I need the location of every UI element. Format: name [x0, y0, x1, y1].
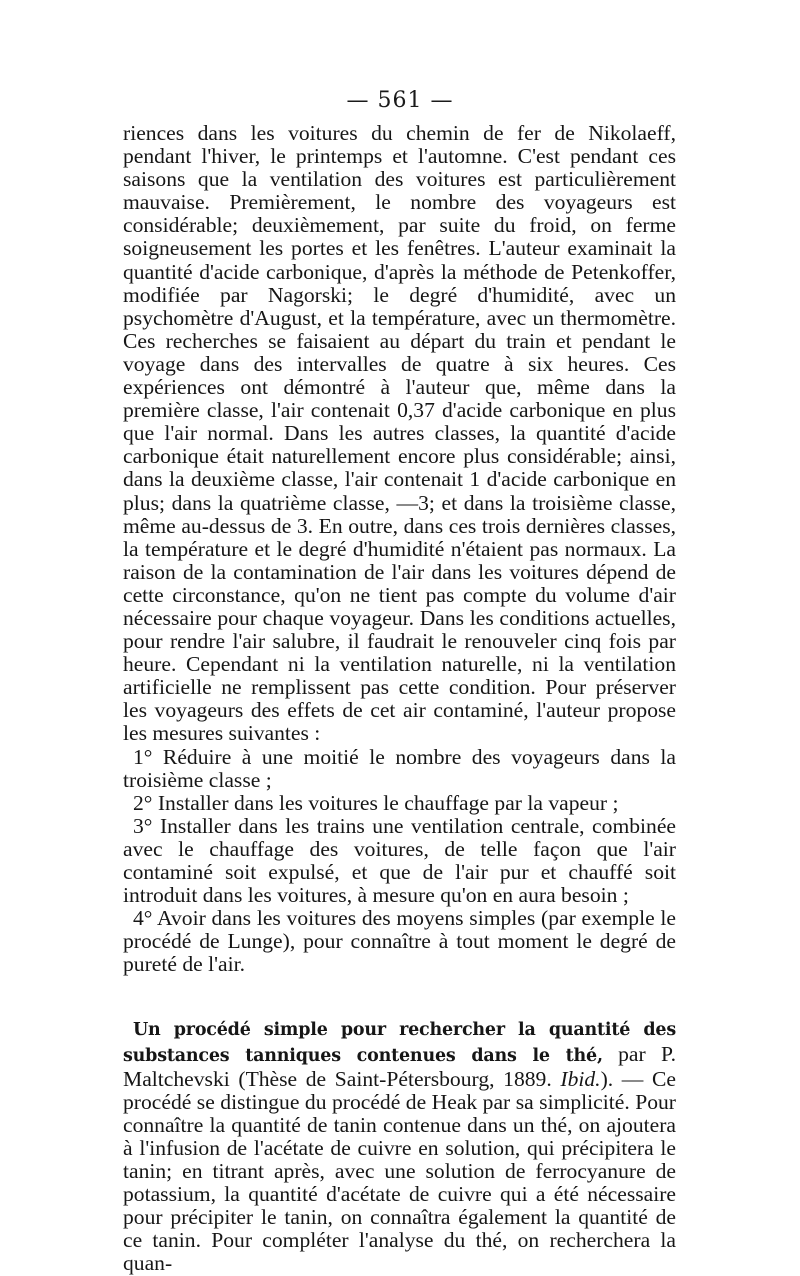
page-number: — 561 — — [346, 88, 454, 113]
note-title: Un procédé simple pour rechercher la quantité des substances tanniques contenues dans le thé, — [123, 1020, 676, 1066]
list-item-4: 4° Avoir dans les voitures des moyens simples (par exemple le procédé de Lunge), pour connaître à tout moment le degré de pureté de l'air. — [123, 906, 676, 977]
note-author-source: par P. Maltchevski (Thèse de Saint-Pétersbourg, 1889. — [123, 1041, 677, 1091]
note-text: ). — Ce procédé se distingue du procédé de Heak par sa simplicité. Pour connaître la quantité de tanin contenue dans un thé, on ajoutera à l'infusion de l'acétate de cuivre en solution, qui précipitera le tanin; en titrant après, avec une solution de ferrocyanure de potassium, la quantité d'acétate de cuivre qui a été nécessaire pour précipiter le tanin, on connaîtra également la quantité de ce tanin. Pour compléter l'analyse du thé, on recherchera la quan- — [123, 1066, 676, 1276]
list-item-1: 1° Réduire à une moitié le nombre des voyageurs dans la troisième classe ; — [123, 744, 676, 792]
note-paragraph — [123, 1017, 676, 1275]
intro-paragraph: riences dans les voitures du chemin de fer de Nikolaeff, pendant l'hiver, le printemps et l'automne. C'est pendant ces saisons que la ventilation des voitures est particulièrement mauvaise. Premièrement, le nombre des voyageurs est considérable; deuxièmement, par suite du froid, on ferme soigneusement les portes et les fenêtres. L'auteur examinait la quantité d'acide carbonique, d'après la méthode de Petenkoffer, modifiée par Nagorski; le degré d'humidité, avec un psychomètre d'August, et la température, avec un thermomètre. Ces recherches se faisaient au départ du train et pendant le voyage dans des intervalles de quatre à six heures. Ces expériences ont démontré à l'auteur que, même dans la première classe, l'air contenait 0,37 d'acide carbonique en plus que l'air normal. Dans les autres classes, la quantité d'acide carbonique était naturellement encore plus considérable; ainsi, dans la deuxième classe, l'air contenait 1 d'acide carbonique en plus; dans la quatrième classe, —3; et dans la troisième classe, même au-dessus de 3. En outre, dans ces trois dernières classes, la température et le degré d'humidité n'étaient pas normaux. La raison de la contamination de l'air dans les voitures dépend de cette circonstance, qu'on ne tient pas compte du volume d'air nécessaire pour chaque voyageur. Dans les conditions actuelles, pour rendre l'air salubre, il faudrait le renouveler cinq fois par heure. Cependant ni la ventilation naturelle, ni la ventilation artificielle ne remplissent pas cette condition. Pour préserver les voyageurs des effets de cet air contaminé, l'auteur propose les mesures suivantes : — [123, 121, 676, 746]
note-ibid: Ibid. — [560, 1066, 601, 1091]
body-text — [123, 122, 676, 1276]
list-item-3: 3° Installer dans les trains une ventilation centrale, combinée avec le chauffage des voitures, de telle façon que l'air contaminé soit expulsé, et que de l'air pur et chauffé soit introduit dans les voitures, à mesure qu'on en aura besoin ; — [123, 813, 676, 908]
list-item-2: 2° Installer dans les voitures le chauffage par la vapeur ; — [133, 790, 619, 815]
